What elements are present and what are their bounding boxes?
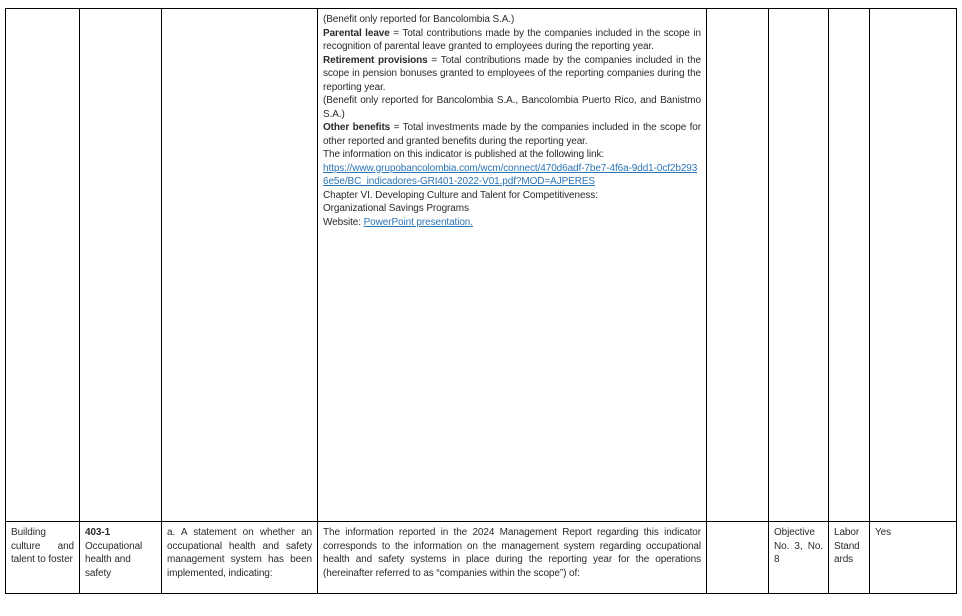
other-benefits-term: Other benefits: [323, 122, 391, 133]
cell-empty-continued: [707, 9, 769, 522]
table-row-continuation: [6, 9, 957, 522]
cell-response: The information reported in the 2024 Management Report regarding this indicator corresponds to the information on the management system regarding occupational health and safety systems in place during the reporting year for the operations (hereinafter referred to as “companies within the scope”) of:: [318, 522, 707, 594]
powerpoint-presentation-link[interactable]: PowerPoint presentation.: [363, 216, 473, 228]
cell-requirement-continued: [162, 9, 318, 522]
link-intro: The information on this indicator is published at the following link:: [323, 149, 605, 160]
retirement-provisions-definition: [323, 54, 701, 95]
parental-leave-definition: [323, 27, 701, 54]
cell-topic-continued: [6, 9, 80, 522]
program-reference: Organizational Savings Programs: [323, 203, 469, 214]
cell-gri-continued: [80, 9, 162, 522]
other-benefits-text: = Total investments made by the companies included in the scope for other reported and granted benefits during the reporting year.: [323, 122, 702, 147]
cell-assured: Yes: [870, 522, 957, 594]
cell-sdg-continued: [769, 9, 829, 522]
cell-requirement: a. A statement on whether an occupational health and safety management system has been implemented, indicating:: [162, 522, 318, 594]
retirement-provisions-text: = Total contributions made by the companies included in the scope in pension bonuses granted to employees of the reporting companies during the reporting year.: [323, 54, 701, 93]
cell-global-compact: Labor Standards: [829, 522, 870, 594]
gri-title: Occupational health and safety: [85, 540, 143, 579]
parental-leave-text: = Total contributions made by the companies included in the scope in recognition of parental leave granted to employees during the reporting year.: [323, 27, 701, 52]
website-label: Website:: [323, 216, 364, 228]
retirement-provisions-term: Retirement provisions: [323, 54, 428, 66]
other-benefits-definition: [323, 121, 701, 148]
benefit-note-bancolombia: (Benefit only reported for Bancolombia S.A.): [323, 14, 515, 25]
benefit-note-three-companies: (Benefit only reported for Bancolombia S.A., Bancolombia Puerto Rico, and Banistmo S.A.): [323, 95, 701, 120]
cell-global-compact-continued: [829, 9, 870, 522]
gri-code: 403-1: [85, 527, 111, 538]
parental-leave-term: Parental leave: [323, 27, 390, 39]
cell-topic: Building culture and talent to foster: [6, 522, 80, 594]
cell-sdg-objectives: Objective No. 3, No. 8: [769, 522, 829, 594]
gri-report-table: [5, 8, 957, 594]
cell-assured-continued: [870, 9, 957, 522]
cell-empty: [707, 522, 769, 594]
chapter-reference: Chapter VI. Developing Culture and Talent for Competitiveness:: [323, 189, 598, 201]
cell-response-continued: [318, 9, 707, 522]
table-row-403-1: [6, 522, 957, 594]
cell-gri-standard: [80, 522, 162, 594]
indicator-url-paragraph: [323, 162, 701, 189]
indicator-url-link[interactable]: https://www.grupobancolombia.com/wcm/connect/470d6adf-7be7-4f6a-9dd1-0cf2b2936e5e/BC_indicadores-GRI401-2022-V01.pdf?MOD=AJPERES: [323, 162, 698, 187]
website-line: [323, 216, 701, 230]
